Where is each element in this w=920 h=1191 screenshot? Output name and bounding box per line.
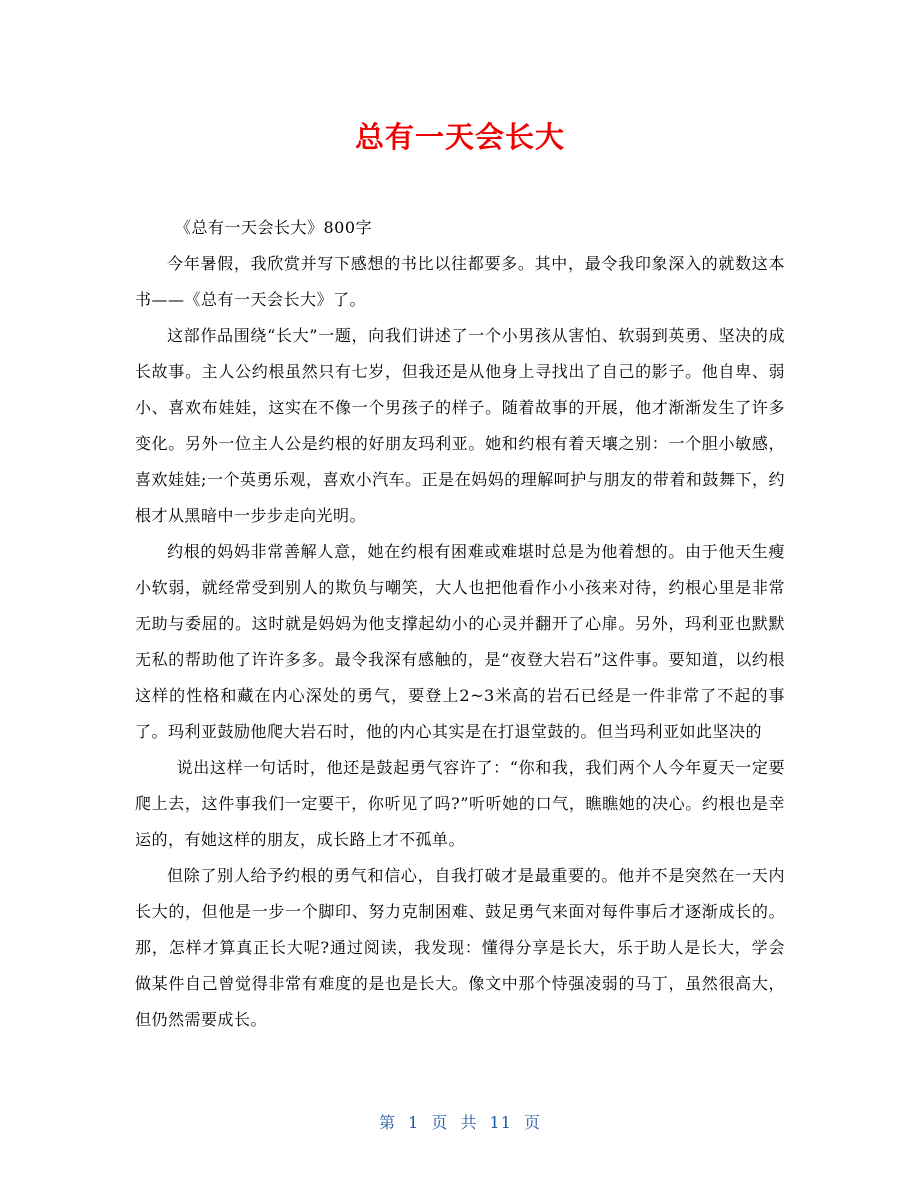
- document-title: 总有一天会长大: [354, 120, 565, 154]
- document-body: [135, 210, 785, 1038]
- paragraph-book-title: 《总有一天会长大》800字: [175, 218, 373, 237]
- paragraph-story-summary: 这部作品围绕“长大”一题，向我们讲述了一个小男孩从害怕、软弱到英勇、坚决的成长故事。主人公约根虽然只有七岁，但我还是从他身上寻找出了自己的影子。他自卑、弱小、喜欢布娃娃，这实在不像一个男孩子的样子。随着故事的开展，他才渐渐发生了许多变化。另外一位主人公是约根的好朋友玛利亚。她和约根有着天壤之别：一个胆小敏感，喜欢娃娃;一个英勇乐观，喜欢小汽车。正是在妈妈的理解呵护与朋友的带着和鼓舞下，约根才从黑暗中一步步走向光明。: [135, 326, 785, 525]
- paragraph-intro: 今年暑假，我欣赏并写下感想的书比以往都要多。其中，最令我印象深入的就数这本书——《总有一天会长大》了。: [135, 254, 785, 309]
- page-number-footer: 第 1 页 共 11 页: [379, 1113, 541, 1132]
- paragraph-mother-and-maria: 约根的妈妈非常善解人意，她在约根有困难或难堪时总是为他着想的。由于他天生瘦小软弱，就经常受到别人的欺负与嘲笑，大人也把他看作小小孩来对待，约根心里是非常无助与委屈的。这时就是妈妈为他支撑起幼小的心灵并翻开了心扉。另外，玛利亚也默默无私的帮助他了许许多多。最令我深有感触的，是“夜登大岩石”这件事。要知道，以约根这样的性格和藏在内心深处的勇气，要登上2~3米高的岩石已经是一件非常了不起的事了。玛利亚鼓励他爬大岩石时，他的内心其实是在打退堂鼓的。但当玛利亚如此坚决的: [135, 542, 785, 741]
- paragraph-courage: 说出这样一句话时，他还是鼓起勇气容许了：“你和我，我们两个人今年夏天一定要爬上去，这件事我们一定要干，你听见了吗?”听听她的口气，瞧瞧她的决心。约根也是幸运的，有她这样的朋友，成长路上才不孤单。: [135, 758, 785, 849]
- paragraph-growing-up: 但除了别人给予约根的勇气和信心，自我打破才是最重要的。他并不是突然在一天内长大的，但他是一步一个脚印、努力克制困难、鼓足勇气来面对每件事后才逐渐成长的。那，怎样才算真正长大呢?通过阅读，我发现：懂得分享是长大，乐于助人是长大，学会做某件自己曾觉得非常有难度的是也是长大。像文中那个恃强凌弱的马丁，虽然很高大，但仍然需要成长。: [135, 866, 785, 1029]
